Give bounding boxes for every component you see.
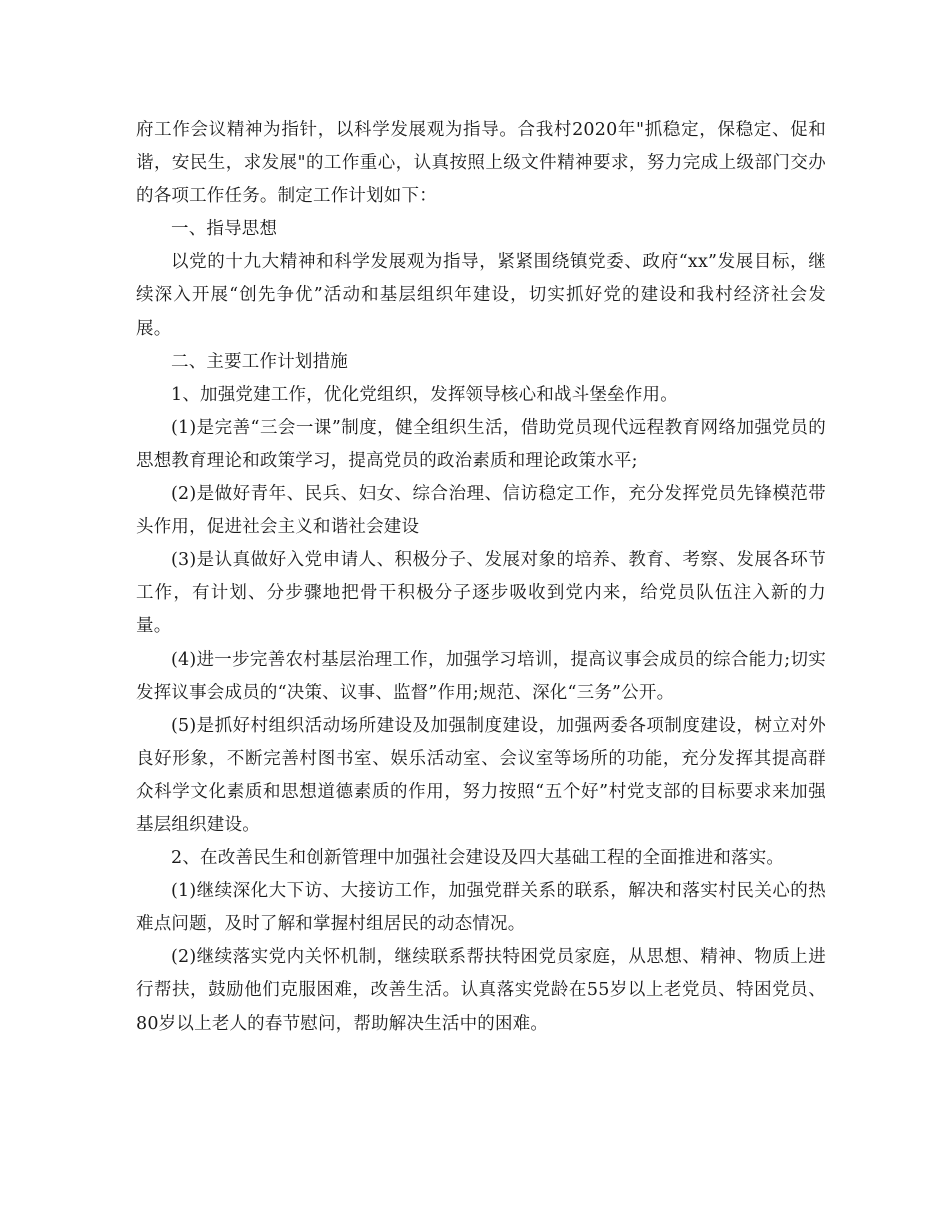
section-heading: 二、主要工作计划措施 [171,351,348,372]
list-item: (1)是完善“三会一课”制度，健全组织生活，借助党员现代远程教育网络加强党员的思想教育理论和政策学习，提高党员的政治素质和理论政策水平; [136,417,826,471]
subsection-heading: 2、在改善民生和创新管理中加强社会建设及四大基础工程的全面推进和落实。 [171,848,785,869]
list-item: (2)是做好青年、民兵、妇女、综合治理、信访稳定工作，充分发挥党员先锋模范带头作用，促进社会主义和谐社会建设 [136,484,826,538]
list-item: (1)继续深化大下访、大接访工作，加强党群关系的联系，解决和落实村民关心的热难点问题，及时了解和掌握村组居民的动态情况。 [136,881,826,935]
list-item: (4)进一步完善农村基层治理工作，加强学习培训，提高议事会成员的综合能力;切实发挥议事会成员的“决策、议事、监督”作用;规范、深化“三务”公开。 [136,649,826,703]
paragraph: 以党的十九大精神和科学发展观为指导，紧紧围绕镇党委、政府“xx”发展目标，继续深入开展“创先争优”活动和基层组织年建设，切实抓好党的建设和我村经济社会发展。 [136,252,826,339]
section-heading: 一、指导思想 [171,219,278,240]
list-item: (5)是抓好村组织活动场所建设及加强制度建设，加强两委各项制度建设，树立对外良好形象，不断完善村图书室、娱乐活动室、会议室等场所的功能，充分发挥其提高群众科学文化素质和思想道德素质的作用，努力按照“五个好”村党支部的目标要求来加强基层组织建设。 [136,715,826,835]
list-item: (3)是认真做好入党申请人、积极分子、发展对象的培养、教育、考察、发展各环节工作，有计划、分步骤地把骨干积极分子逐步吸收到党内来，给党员队伍注入新的力量。 [136,550,826,637]
document-body [136,114,826,1041]
paragraph: 府工作会议精神为指针，以科学发展观为指导。合我村2020年"抓稳定，保稳定、促和谐，安民生，求发展"的工作重心，认真按照上级文件精神要求，努力完成上级部门交办的各项工作任务。制定工作计划如下： [136,120,826,207]
subsection-heading: 1、加强党建工作，优化党组织，发挥领导核心和战斗堡垒作用。 [171,384,678,405]
list-item: (2)继续落实党内关怀机制，继续联系帮扶特困党员家庭，从思想、精神、物质上进行帮扶，鼓励他们克服困难，改善生活。认真落实党龄在55岁以上老党员、特困党员、80岁以上老人的春节慰问，帮助解决生活中的困难。 [136,947,826,1034]
